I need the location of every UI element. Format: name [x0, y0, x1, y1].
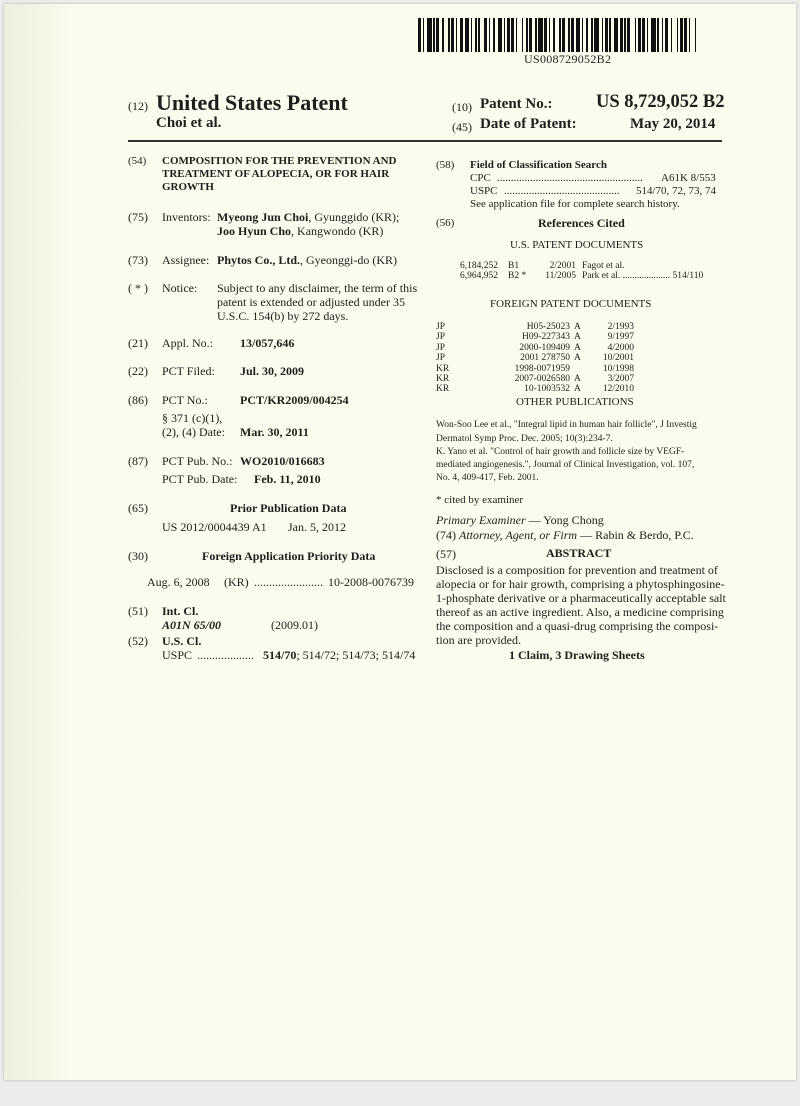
- foreign-doc-country: JP: [436, 332, 445, 343]
- abstract-line-2: alopecia or for hair growth, comprising a phytosphingosine-: [436, 577, 725, 591]
- foreign-doc-kind: A: [574, 342, 581, 353]
- foreign-doc-date: 2/1993: [607, 322, 634, 332]
- foreign-doc-country: JP: [436, 322, 445, 332]
- assignee: Phytos Co., Ltd., Gyeonggi-do (KR): [217, 253, 397, 267]
- prior-publication-date: Jan. 5, 2012: [288, 520, 346, 534]
- pct-no: PCT/KR2009/004254: [240, 393, 349, 407]
- foreign-doc-no: 10-1003532: [524, 384, 570, 395]
- kind-code-45: (45): [452, 120, 472, 134]
- other-publication-line-1: Won-Soo Lee et al., "Integral lipid in human hair follicle", J Investig: [436, 420, 697, 430]
- table-row: [436, 384, 634, 394]
- section-371-date: Mar. 30, 2011: [240, 425, 309, 439]
- field-uspc-leader-dots: ..........................................: [504, 185, 620, 197]
- code-58: (58): [436, 159, 455, 171]
- us-doc-date: 11/2005: [545, 271, 576, 282]
- references-heading: References Cited: [538, 216, 625, 230]
- other-publication-line-2: Dermatol Symp Proc. Dec. 2005; 10(3):234-7.: [436, 434, 613, 444]
- foreign-documents-heading: FOREIGN PATENT DOCUMENTS: [490, 298, 652, 310]
- cpc-leader-dots: .....................................................: [497, 172, 643, 184]
- foreign-doc-no: 1998-0071959: [514, 363, 570, 374]
- inventors-label: Inventors:: [162, 210, 211, 224]
- field-uspc-value: 514/70, 72, 73, 74: [636, 185, 717, 197]
- title-line-2: TREATMENT OF ALOPECIA, OR FOR HAIR: [162, 168, 390, 180]
- pct-pub-no-label: PCT Pub. No.:: [162, 454, 233, 468]
- table-row: [436, 374, 634, 384]
- priority-number: 10-2008-0076739: [328, 575, 414, 589]
- barcode-number: US008729052B2: [524, 52, 612, 66]
- foreign-doc-kind: A: [574, 374, 581, 385]
- uspc-label: USPC: [162, 648, 193, 662]
- foreign-priority-heading: Foreign Application Priority Data: [202, 549, 376, 563]
- int-cl-label: Int. Cl.: [162, 604, 199, 618]
- priority-date: Aug. 6, 2008: [147, 575, 210, 589]
- field-uspc-label: USPC: [470, 185, 498, 197]
- foreign-doc-no: H05-25023: [526, 322, 570, 332]
- notice-line-2: patent is extended or adjusted under 35: [217, 295, 405, 309]
- assignee-label: Assignee:: [162, 253, 210, 267]
- abstract-line-3: 1-phosphate derivative or a pharmaceutically acceptable salt: [436, 591, 726, 605]
- us-doc-number: 6,184,252: [460, 261, 498, 271]
- cpc-value: A61K 8/553: [661, 172, 716, 184]
- foreign-doc-kind: A: [574, 353, 581, 364]
- inventor-1: Myeong Jun Choi, Gyunggido (KR);: [217, 210, 400, 224]
- document-title: United States Patent: [156, 90, 348, 115]
- foreign-doc-date: 4/2000: [607, 342, 634, 353]
- kind-code-10: (10): [452, 100, 472, 114]
- int-cl-year: (2009.01): [271, 618, 318, 632]
- other-publication-line-3: K. Yano et al. "Control of hair growth and follicle size by VEGF-: [436, 447, 685, 457]
- prior-publication-heading: Prior Publication Data: [230, 501, 347, 515]
- notice-label: Notice:: [162, 281, 198, 295]
- title-line-3: GROWTH: [162, 181, 214, 193]
- abstract-line-6: tion are provided.: [436, 633, 521, 647]
- us-documents-heading: U.S. PATENT DOCUMENTS: [510, 239, 644, 251]
- foreign-doc-kind: A: [574, 384, 581, 395]
- us-doc-name: Park et al. .................... 514/110: [582, 271, 704, 282]
- foreign-doc-date: 9/1997: [607, 332, 634, 343]
- foreign-documents-table: [436, 322, 634, 395]
- table-row: [436, 343, 634, 353]
- code-65: (65): [128, 501, 148, 515]
- other-publication-line-5: No. 4, 409-417, Feb. 2001.: [436, 473, 539, 483]
- table-row: [436, 322, 634, 332]
- cpc-label: CPC: [470, 172, 491, 184]
- code-52: (52): [128, 634, 148, 648]
- foreign-doc-no: H09-227343: [521, 332, 570, 343]
- code-86: (86): [128, 393, 148, 407]
- pct-filed: Jul. 30, 2009: [240, 364, 305, 378]
- table-row: [460, 261, 703, 271]
- us-doc-kind: B2 *: [508, 271, 527, 282]
- abstract-heading: ABSTRACT: [546, 546, 612, 560]
- code-73: (73): [128, 253, 148, 267]
- notice-code: ( * ): [128, 281, 148, 295]
- us-doc-name: Fagot et al.: [582, 261, 625, 271]
- foreign-doc-date: 12/2010: [602, 384, 634, 395]
- int-cl-class: A01N 65/00: [162, 618, 222, 632]
- us-doc-number: 6,964,952: [460, 271, 498, 282]
- foreign-doc-kind: [570, 364, 592, 374]
- table-row: [436, 353, 634, 363]
- foreign-doc-no: 2007-0026580: [514, 374, 570, 385]
- page-edge-shade: [4, 4, 74, 1080]
- pct-pub-no: WO2010/016683: [240, 454, 325, 468]
- appl-no: 13/057,646: [240, 336, 295, 350]
- patent-page: [4, 4, 796, 1080]
- field-search-heading: Field of Classification Search: [470, 159, 607, 171]
- code-56: (56): [436, 217, 455, 229]
- code-75: (75): [128, 210, 148, 224]
- attorney-line: (74) Attorney, Agent, or Firm — Rabin & Berdo, P.C.: [436, 528, 694, 542]
- abstract-line-1: Disclosed is a composition for prevention and treatment of: [436, 563, 718, 577]
- foreign-doc-country: JP: [436, 342, 445, 353]
- foreign-doc-kind: A: [574, 332, 581, 343]
- inventor-2: Joo Hyun Cho, Kangwondo (KR): [217, 224, 384, 238]
- notice-line-3: U.S.C. 154(b) by 272 days.: [217, 309, 349, 323]
- code-57: (57): [436, 547, 456, 561]
- foreign-doc-kind: A: [574, 322, 581, 332]
- us-doc-kind: B1: [508, 261, 520, 271]
- abstract-line-4: thereof as an active ingredient. Also, a medicine comprising: [436, 605, 724, 619]
- code-51: (51): [128, 604, 148, 618]
- priority-leader-dots: .......................: [254, 575, 323, 589]
- other-publications-heading: OTHER PUBLICATIONS: [516, 396, 634, 408]
- uspc-classes: 514/70; 514/72; 514/73; 514/74: [263, 648, 416, 662]
- code-54: (54): [128, 155, 147, 167]
- section-371-line-1: § 371 (c)(1),: [162, 411, 223, 425]
- title-line-1: COMPOSITION FOR THE PREVENTION AND: [162, 155, 397, 167]
- inventor-short: Choi et al.: [156, 115, 222, 131]
- pct-no-label: PCT No.:: [162, 393, 208, 407]
- cited-by-examiner: * cited by examiner: [436, 494, 524, 506]
- us-cl-label: U.S. Cl.: [162, 634, 202, 648]
- foreign-doc-country: JP: [436, 353, 445, 364]
- date-of-patent: May 20, 2014: [630, 116, 716, 132]
- section-371-line-2: (2), (4) Date:: [162, 425, 225, 439]
- priority-country: (KR): [224, 575, 249, 589]
- claims-count: 1 Claim, 3 Drawing Sheets: [509, 648, 645, 662]
- appl-no-label: Appl. No.:: [162, 336, 213, 350]
- code-87: (87): [128, 454, 148, 468]
- pct-pub-date-label: PCT Pub. Date:: [162, 472, 238, 486]
- foreign-doc-country: KR: [436, 363, 450, 374]
- prior-publication-number: US 2012/0004439 A1: [162, 520, 267, 534]
- primary-examiner: Primary Examiner — Yong Chong: [436, 513, 604, 527]
- kind-code-12: (12): [128, 99, 148, 113]
- code-30: (30): [128, 549, 148, 563]
- other-publication-line-4: mediated angiogenesis.", Journal of Clinical Investigation, vol. 107,: [436, 460, 695, 470]
- foreign-doc-no: 2000-109409: [519, 342, 570, 353]
- header-rule: [128, 140, 722, 142]
- table-row: [436, 364, 634, 374]
- pct-filed-label: PCT Filed:: [162, 364, 215, 378]
- barcode-bar: [696, 18, 699, 52]
- foreign-doc-date: 10/1998: [602, 363, 634, 374]
- table-row: [436, 332, 634, 342]
- code-21: (21): [128, 336, 148, 350]
- patent-number: US 8,729,052 B2: [596, 92, 725, 112]
- foreign-doc-date: 3/2007: [607, 374, 634, 385]
- foreign-doc-no: 2001 278750: [520, 353, 570, 364]
- uspc-leader-dots: ...................: [197, 648, 254, 662]
- us-documents-table: [460, 261, 703, 282]
- pct-pub-date: Feb. 11, 2010: [254, 472, 321, 486]
- abstract-line-5: the composition and a quasi-drug comprising the composi-: [436, 619, 719, 633]
- code-22: (22): [128, 364, 148, 378]
- us-doc-date: 2/2001: [549, 261, 576, 271]
- patent-number-label: Patent No.:: [480, 96, 553, 112]
- search-history-note: See application file for complete search history.: [470, 198, 680, 210]
- table-row: [460, 271, 703, 281]
- notice-line-1: Subject to any disclaimer, the term of this: [217, 281, 418, 295]
- foreign-doc-country: KR: [436, 374, 450, 385]
- foreign-doc-country: KR: [436, 384, 450, 395]
- date-of-patent-label: Date of Patent:: [480, 116, 577, 132]
- barcode: [418, 18, 700, 52]
- foreign-doc-date: 10/2001: [602, 353, 634, 364]
